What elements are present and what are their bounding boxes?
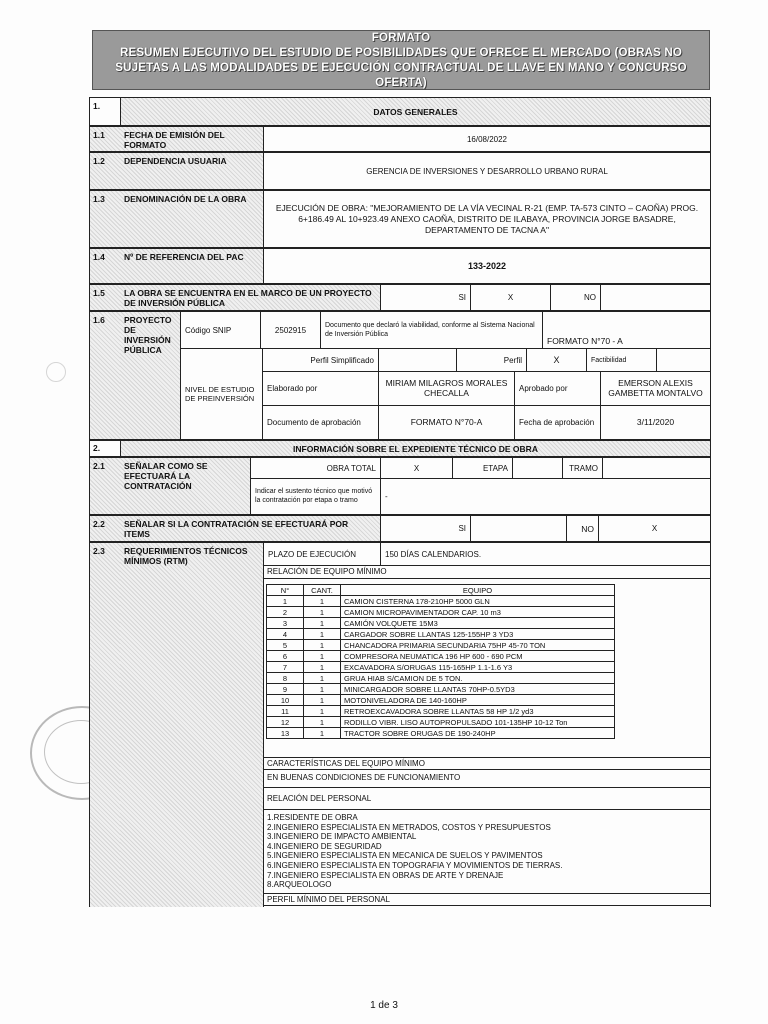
no-mark: X <box>598 516 710 541</box>
equipment-body <box>267 596 615 739</box>
equipment-row <box>267 596 615 607</box>
divider <box>264 905 710 906</box>
section-1-header <box>89 97 711 126</box>
divider <box>264 809 710 810</box>
factibilidad-label: Factibilidad <box>586 349 656 371</box>
header-line-1: FORMATO <box>371 32 431 44</box>
sustento-row <box>250 478 710 514</box>
personal-label: RELACIÓN DEL PERSONAL <box>267 794 372 803</box>
row-1-6 <box>89 311 711 440</box>
equipment-qty: 1 <box>304 640 341 651</box>
plazo-row <box>264 543 710 566</box>
perfil-simplificado-mark <box>378 349 456 371</box>
viability-doc-value: FORMATO N°70 - A <box>542 312 710 348</box>
elaborado-value: MIRIAM MILAGROS MORALES CHECALLA <box>378 371 514 405</box>
row-number: 2.2 <box>90 516 120 541</box>
row-label: PROYECTO DE INVERSIÓN PÚBLICA <box>120 312 180 439</box>
equipment-number: 12 <box>267 717 304 728</box>
no-label: NO <box>566 516 598 541</box>
doc-aprobacion-row <box>262 405 710 439</box>
fecha-aprobacion-label: Fecha de aprobación <box>514 405 600 439</box>
equipment-number: 5 <box>267 640 304 651</box>
equipment-name: CAMION MICROPAVIMENTADOR CAP. 10 m3 <box>341 607 615 618</box>
row-label: REQUERIMIENTOS TÉCNICOS MÍNIMOS (RTM) <box>120 543 263 907</box>
snip-row <box>180 312 710 348</box>
col-header: CANT. <box>304 585 341 596</box>
equipment-table <box>266 584 615 739</box>
equipment-qty: 1 <box>304 695 341 706</box>
sustento-label: Indicar el sustento técnico que motivó la contratación por etapa o tramo <box>250 478 380 514</box>
equipment-name: TRACTOR SOBRE ORUGAS DE 190-240HP <box>341 728 615 739</box>
personal-item: 8.ARQUEOLOGO <box>267 880 332 890</box>
plazo-value: 150 DÍAS CALENDARIOS. <box>380 543 520 565</box>
header-line-4: OFERTA) <box>375 77 427 89</box>
equipment-qty: 1 <box>304 684 341 695</box>
row-label: DEPENDENCIA USUARIA <box>120 153 263 189</box>
equipment-row <box>267 706 615 717</box>
obra-total-mark: X <box>380 458 452 478</box>
equipment-name: RETROEXCAVADORA SOBRE LLANTAS 58 HP 1/2 yd3 <box>341 706 615 717</box>
equipment-number: 8 <box>267 673 304 684</box>
doc-aprobacion-label: Documento de aprobación <box>262 405 378 439</box>
section-number: 2. <box>93 443 101 453</box>
perfil-mark: X <box>526 349 586 371</box>
row-number: 2.1 <box>90 458 120 514</box>
snip-label: Código SNIP <box>180 312 260 348</box>
equipment-number: 9 <box>267 684 304 695</box>
row-1-4 <box>89 248 711 284</box>
equipment-qty: 1 <box>304 706 341 717</box>
equipment-number: 2 <box>267 607 304 618</box>
row-label: FECHA DE EMISIÓN DEL FORMATO <box>120 127 263 151</box>
factibilidad-mark <box>656 349 710 371</box>
equipment-name: CAMIÓN VOLQUETE 15M3 <box>341 618 615 629</box>
row-number: 1.2 <box>90 153 120 189</box>
row-label: Nº DE REFERENCIA DEL PAC <box>120 249 263 283</box>
row-1-3 <box>89 190 711 248</box>
equipment-row <box>267 651 615 662</box>
perfil-simplificado: Perfil Simplificado <box>262 349 378 371</box>
personal-item: 6.INGENIERO ESPECIALISTA EN TOPOGRAFIA Y MOVIMIENTOS DE TIERRAS. <box>267 860 563 870</box>
equipment-number: 4 <box>267 629 304 640</box>
plazo-label: PLAZO DE EJECUCIÓN <box>268 549 357 559</box>
snip-value: 2502915 <box>260 312 320 348</box>
personal-item: 7.INGENIERO ESPECIALISTA EN OBRAS DE ARTE Y DRENAJE <box>267 870 504 880</box>
obra-total-label: OBRA TOTAL <box>250 458 380 478</box>
si-mark: X <box>470 285 550 310</box>
sustento-value: - <box>380 478 710 514</box>
equipment-qty: 1 <box>304 662 341 673</box>
equipment-name: MINICARGADOR SOBRE LLANTAS 70HP-0.5YD3 <box>341 684 615 695</box>
equipment-number: 11 <box>267 706 304 717</box>
contract-type-row <box>250 458 710 479</box>
si-mark <box>470 516 566 541</box>
row-1-1 <box>89 126 711 152</box>
equipment-name: CARGADOR SOBRE LLANTAS 125-155HP 3 YD3 <box>341 629 615 640</box>
equipment-name: RODILLO VIBR. LISO AUTOPROPULSADO 101-135HP 10-12 Ton <box>341 717 615 728</box>
emission-date: 16/08/2022 <box>263 127 710 151</box>
equipment-name: CAMION CISTERNA 178-210HP 5000 GLN <box>341 596 615 607</box>
si-label: SI <box>380 285 470 310</box>
equipment-row <box>267 728 615 739</box>
row-label: SEÑALAR SI LA CONTRATACIÓN SE EFECTUARÁ POR ITEMS <box>120 516 380 541</box>
equipment-row <box>267 662 615 673</box>
equipment-number: 3 <box>267 618 304 629</box>
equipment-qty: 1 <box>304 673 341 684</box>
aprobado-value: EMERSON ALEXIS GAMBETTA MONTALVO <box>600 371 710 405</box>
equipment-qty: 1 <box>304 717 341 728</box>
equipment-qty: 1 <box>304 607 341 618</box>
row-2-1 <box>89 457 711 515</box>
elaborado-label: Elaborado por <box>262 371 378 405</box>
nivel-options <box>262 349 710 372</box>
row-number: 1.6 <box>90 312 120 439</box>
equipment-row <box>267 607 615 618</box>
equipment-number: 7 <box>267 662 304 673</box>
equipment-row <box>267 618 615 629</box>
equipment-name: MOTONIVELADORA DE 140-160HP <box>341 695 615 706</box>
row-label: LA OBRA SE ENCUENTRA EN EL MARCO DE UN PROYECTO DE INVERSIÓN PÚBLICA <box>120 285 380 310</box>
doc-aprobacion-value: FORMATO N°70-A <box>378 405 514 439</box>
page-number: 1 de 3 <box>370 1000 398 1011</box>
col-header: N° <box>267 585 304 596</box>
divider <box>264 757 710 758</box>
equipo-title: RELACIÓN DE EQUIPO MÍNIMO <box>267 567 387 576</box>
equipment-row <box>267 684 615 695</box>
row-label: DENOMINACIÓN DE LA OBRA <box>120 191 263 247</box>
no-label: NO <box>550 285 600 310</box>
perfil-personal-label: PERFIL MÍNIMO DEL PERSONAL <box>267 895 390 904</box>
equipment-header-row <box>267 585 615 596</box>
row-1-5 <box>89 284 711 311</box>
fecha-aprobacion-value: 3/11/2020 <box>600 405 710 439</box>
user-dependency: GERENCIA DE INVERSIONES Y DESARROLLO URBANO RURAL <box>263 153 710 189</box>
personal-list <box>267 813 563 890</box>
equipment-qty: 1 <box>304 728 341 739</box>
equipment-qty: 1 <box>304 618 341 629</box>
equipment-row <box>267 717 615 728</box>
row-1-2 <box>89 152 711 190</box>
equipment-number: 10 <box>267 695 304 706</box>
equipment-row <box>267 640 615 651</box>
row-2-2 <box>89 515 711 542</box>
equipment-row <box>267 673 615 684</box>
caract-value: EN BUENAS CONDICIONES DE FUNCIONAMIENTO <box>267 773 461 782</box>
divider <box>264 787 710 788</box>
equipment-row <box>267 695 615 706</box>
etapa-label: ETAPA <box>452 458 512 478</box>
equipment-name: EXCAVADORA S/ORUGAS 115-165HP 1.1-1.6 Y3 <box>341 662 615 673</box>
row-number: 2.3 <box>90 543 120 907</box>
equipment-name: COMPRESORA NEUMATICA 196 HP 600 - 690 PCM <box>341 651 615 662</box>
section-title: DATOS GENERALES <box>120 98 710 125</box>
personal-item: 3.INGENIERO DE IMPACTO AMBIENTAL <box>267 832 417 842</box>
equipment-number: 6 <box>267 651 304 662</box>
nivel-label: NIVEL DE ESTUDIO DE PREINVERSIÓN <box>180 349 262 439</box>
no-mark <box>600 285 710 310</box>
personal-item: 1.RESIDENTE DE OBRA <box>267 813 358 822</box>
header-line-2: RESUMEN EJECUTIVO DEL ESTUDIO DE POSIBILIDADES QUE OFRECE EL MERCADO (OBRAS NO <box>119 47 683 59</box>
row-number: 1.5 <box>90 285 120 310</box>
divider <box>264 769 710 770</box>
work-name: EJECUCIÓN DE OBRA: "MEJORAMIENTO DE LA VÍA VECINAL R-21 (EMP. TA-573 CINTO – CAOÑA) PROG. 6+186.49 AL 10+923.49 ANEXO CAOÑA, DISTRITO DE ILABAYA, PROVINCIA JORGE BASADRE, DEPARTAMENTO DE TACNA A" <box>263 191 710 247</box>
equipment-name: CHANCADORA PRIMARIA SECUNDARIA 75HP 45-70 TON <box>341 640 615 651</box>
perfil-label: Perfil <box>456 349 526 371</box>
caract-label: CARACTERÍSTICAS DEL EQUIPO MÍNIMO <box>267 759 425 768</box>
divider <box>264 893 710 894</box>
aprobado-label: Aprobado por <box>514 371 600 405</box>
nivel-block <box>180 348 710 439</box>
section-number: 1. <box>93 101 101 111</box>
tramo-mark <box>602 458 710 478</box>
etapa-mark <box>512 458 562 478</box>
section-title: INFORMACIÓN SOBRE EL EXPEDIENTE TÉCNICO DE OBRA <box>120 441 710 456</box>
row-label: SEÑALAR COMO SE EFECTUARÁ LA CONTRATACIÓN <box>120 458 250 514</box>
row-number: 1.1 <box>90 127 120 151</box>
form-header <box>92 30 710 90</box>
equipment-number: 1 <box>267 596 304 607</box>
punch-hole <box>46 362 66 382</box>
personal-item: 5.INGENIERO ESPECIALISTA EN MECANICA DE SUELOS Y PAVIMENTOS <box>267 851 543 861</box>
equipment-qty: 1 <box>304 596 341 607</box>
equipment-qty: 1 <box>304 651 341 662</box>
equipment-number: 13 <box>267 728 304 739</box>
row-number: 1.4 <box>90 249 120 283</box>
elaborado-row <box>262 371 710 406</box>
pac-reference: 133-2022 <box>263 249 710 283</box>
personal-item: 4.INGENIERO DE SEGURIDAD <box>267 841 382 851</box>
section-2-header <box>89 440 711 457</box>
row-number: 1.3 <box>90 191 120 247</box>
equipment-qty: 1 <box>304 629 341 640</box>
header-line-3: SUJETAS A LAS MODALIDADES DE EJECUCIÓN CONTRACTUAL DE LLAVE EN MANO Y CONCURSO <box>115 62 687 74</box>
col-header: EQUIPO <box>341 585 615 596</box>
equipment-row <box>267 629 615 640</box>
divider <box>264 578 710 579</box>
si-label: SI <box>380 516 470 541</box>
viability-doc-label: Documento que declaró la viabilidad, conforme al Sistema Nacional de Inversión Pública <box>320 312 542 348</box>
tramo-label: TRAMO <box>562 458 602 478</box>
equipment-name: GRUA HIAB S/CAMION DE 5 TON. <box>341 673 615 684</box>
personal-item: 2.INGENIERO ESPECIALISTA EN METRADOS, COSTOS Y PRESUPUESTOS <box>267 822 551 832</box>
